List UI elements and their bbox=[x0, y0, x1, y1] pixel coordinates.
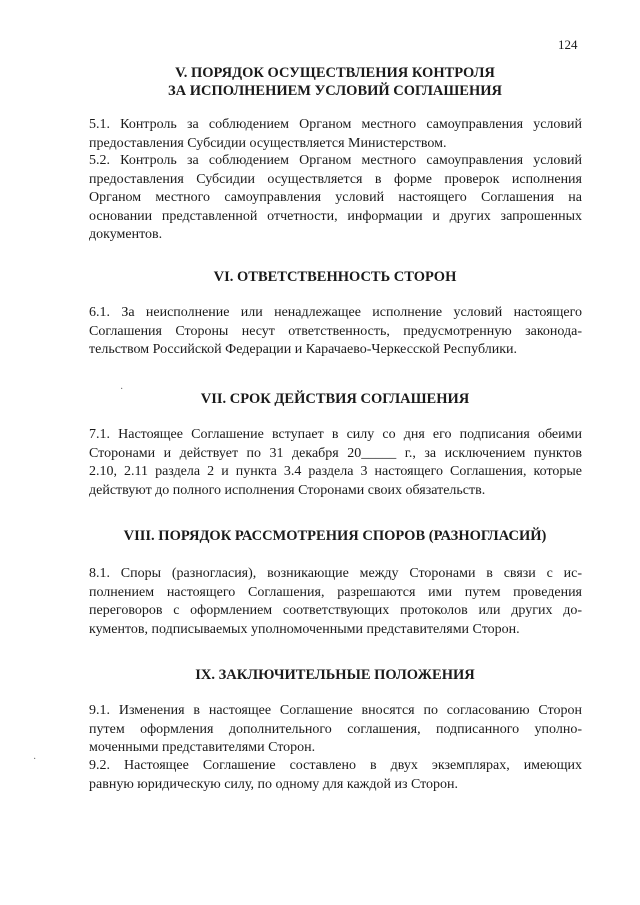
section-5-title bbox=[90, 64, 580, 100]
paragraph-line: предоставления Субсидии осуществляется в форме проверок исполнения bbox=[89, 171, 582, 187]
paragraph-7-1 bbox=[89, 426, 582, 500]
scan-speck: · bbox=[120, 384, 124, 395]
paragraph-line: Соглашения Стороны несут ответственность, предусмотренную законода- bbox=[89, 323, 582, 339]
section-5-title-line-2: ЗА ИСПОЛНЕНИЕМ УСЛОВИЙ СОГЛАШЕНИЯ bbox=[167, 83, 502, 99]
paragraph-8-1 bbox=[89, 565, 582, 639]
paragraph-line: 7.1. Настоящее Соглашение вступает в силу со дня его подписания обеими bbox=[89, 427, 582, 442]
paragraph-9-1 bbox=[89, 702, 582, 758]
paragraph-6-1 bbox=[89, 304, 582, 360]
paragraph-line: 5.1. Контроль за соблюдением Органом местного самоуправления условий bbox=[89, 117, 582, 132]
paragraph-line: кументов, подписываемых уполномоченными представителями Сторон. bbox=[89, 621, 520, 637]
paragraph-line: документов. bbox=[89, 227, 163, 242]
paragraph-line: предоставления Субсидии осуществляется Министерством. bbox=[89, 135, 447, 151]
section-7-title-text: VII. СРОК ДЕЙСТВИЯ СОГЛАШЕНИЯ bbox=[200, 391, 470, 407]
paragraph-5-1 bbox=[89, 116, 582, 153]
paragraph-line: 6.1. За неисполнение или ненадлежащее исполнение условий настоящего bbox=[89, 305, 582, 320]
paragraph-line: равную юридическую силу, по одному для каждой из Сторон. bbox=[89, 776, 459, 792]
paragraph-line: переговоров с оформлением соответствующих протоколов или других до- bbox=[89, 603, 582, 618]
paragraph-9-2 bbox=[89, 757, 582, 794]
paragraph-line: путем оформления дополнительного соглашения, подписанного уполно- bbox=[89, 721, 582, 737]
paragraph-line: 8.1. Споры (разногласия), возникающие между Сторонами в связи с ис- bbox=[89, 566, 582, 581]
page-number: 124 bbox=[558, 37, 578, 52]
paragraph-5-2 bbox=[89, 152, 582, 245]
paragraph-line: действуют до полного исполнения Сторонами своих обязательств. bbox=[89, 482, 486, 498]
section-8-title bbox=[90, 527, 580, 545]
paragraph-line: 2.10, 2.11 раздела 2 и пункта 3.4 раздела 3 настоящего Соглашения, которые bbox=[89, 464, 582, 479]
section-6-title bbox=[90, 268, 580, 286]
paragraph-line: основании представленной отчетности, информации и других запрошенных bbox=[89, 208, 582, 224]
paragraph-line: 9.1. Изменения в настоящее Соглашение вносятся по согласованию Сторон bbox=[89, 703, 582, 718]
section-9-title bbox=[90, 666, 580, 684]
paragraph-line: полнением настоящего Соглашения, разрешаются ими путем проведения bbox=[89, 584, 582, 600]
paragraph-line: 5.2. Контроль за соблюдением Органом местного самоуправления условий bbox=[89, 153, 582, 168]
paragraph-line: Органом местного самоуправления условий настоящего Соглашения на bbox=[89, 190, 582, 205]
section-8-title-text: VIII. ПОРЯДОК РАССМОТРЕНИЯ СПОРОВ (РАЗНОГЛАСИЙ) bbox=[123, 528, 547, 544]
section-5-title-line-1: V. ПОРЯДОК ОСУЩЕСТВЛЕНИЯ КОНТРОЛЯ bbox=[175, 65, 495, 81]
paragraph-line: 9.2. Настоящее Соглашение составлено в двух экземплярах, имеющих bbox=[89, 758, 582, 773]
paragraph-line: тельством Российской Федерации и Карачаево-Черкесской Республики. bbox=[89, 342, 517, 357]
section-6-title-text: VI. ОТВЕТСТВЕННОСТЬ СТОРОН bbox=[213, 269, 457, 285]
paragraph-line: моченными представителями Сторон. bbox=[89, 740, 316, 755]
section-7-title bbox=[90, 390, 580, 408]
scan-speck: · bbox=[33, 754, 37, 765]
paragraph-line: Сторонами и действует по 31 декабря 20_____ г., за исключением пунктов bbox=[89, 445, 582, 461]
section-9-title-text: IX. ЗАКЛЮЧИТЕЛЬНЫЕ ПОЛОЖЕНИЯ bbox=[195, 667, 475, 683]
